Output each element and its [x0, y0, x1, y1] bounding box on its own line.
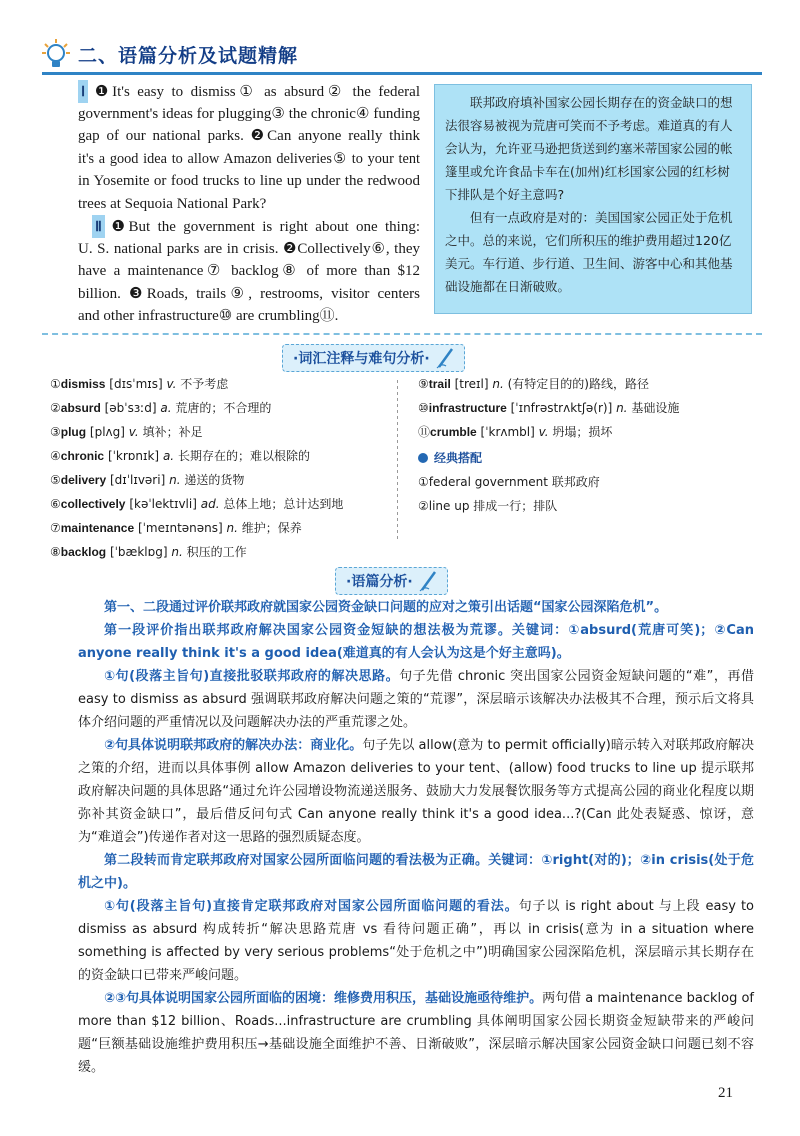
analysis-para-2: 第一段评价指出联邦政府解决国家公园资金短缺的想法极为荒谬。关键词：①absurd(荒唐可笑)；②Can anyone really think it's a good idea(难道真的有人会认为这是个好主意吗)。 [78, 623, 754, 661]
vocab-section-title: ·词汇注释与难句分析· [282, 344, 465, 372]
vocab-pos: n. [492, 377, 504, 391]
analysis-section-title: ·语篇分析· [335, 567, 448, 595]
passage-line-1: Ⅰ ❶It's easy to dismiss① as absurd② the federal [78, 80, 420, 103]
vocab-phonetic: [treɪl] [454, 377, 489, 391]
phrase-item: ②line up 排成一行；排队 [418, 499, 558, 513]
vocab-phonetic: [dɪˈlɪvəri] [109, 473, 166, 487]
vocab-item [50, 540, 380, 564]
passage-line-10: billion. ❸Roads, trails⑨, restrooms, visitor centers [78, 285, 420, 302]
vocab-number: ⑨ [418, 377, 429, 391]
phrases-title: 经典搭配 [418, 446, 758, 470]
vocab-word: backlog [60, 545, 107, 559]
header-divider [42, 72, 762, 75]
vocab-meaning: 长期存在的；难以根除的 [177, 449, 310, 463]
translation-box [434, 84, 752, 314]
vocab-pos: ad. [200, 497, 220, 511]
passage-line-9: have a maintenance⑦ backlog⑧ of more than $12 [78, 263, 420, 279]
vocab-number: ⑦ [50, 521, 61, 535]
vocab-pos: a. [160, 401, 172, 415]
paragraph-1-label: Ⅰ [78, 80, 88, 103]
vocab-number: ① [50, 377, 61, 391]
vocab-phonetic: [kəˈlektɪvli] [129, 497, 197, 511]
vocab-item [418, 396, 758, 420]
vocab-phonetic: [ˈmeɪntənəns] [137, 521, 223, 535]
vocab-word: chronic [60, 449, 105, 463]
passage-line-6: trees at Sequoia National Park? [78, 195, 267, 212]
vocab-item [50, 516, 380, 540]
vocab-meaning: 填补；补足 [142, 425, 203, 439]
vocab-phonetic: [ˈbæklɒg] [109, 545, 168, 559]
vocab-number: ④ [50, 449, 61, 463]
vocab-number: ② [50, 401, 61, 415]
vocab-phonetic: [ˈɪnfrəstrʌktʃə(r)] [510, 401, 613, 415]
vocab-item [50, 396, 380, 420]
vocab-meaning: 不予考虑 [180, 377, 229, 391]
vocab-phonetic: [plʌg] [89, 425, 125, 439]
vocab-pos: a. [162, 449, 175, 463]
passage-line-8: U. S. national parks are in crisis. ❷Collectively⑥, they [78, 240, 420, 257]
vocab-meaning: 坍塌；损坏 [552, 425, 613, 439]
vocab-word: trail [428, 377, 451, 391]
vocab-item [50, 420, 380, 444]
vocab-meaning: 积压的工作 [186, 545, 247, 559]
vocab-column-divider [392, 380, 402, 540]
vocab-item [50, 492, 380, 516]
passage-line-11: and other infrastructure⑩ are crumbling⑪. [78, 308, 339, 324]
vocab-word: dismiss [60, 377, 106, 391]
vocab-meaning: 荒唐的；不合理的 [175, 401, 272, 415]
passage-line-4: it's a good idea to allow Amazon deliveries⑤ to your tent [78, 150, 420, 167]
vocab-pos: v. [538, 425, 549, 439]
analysis-para-4: ②句具体说明联邦政府的解决办法：商业化。句子先以 allow(意为 to permit officially)暗示转入对联邦政府解决之策的介绍，进而以具体事例 allow Amazon deliveries to your tent、(allow) food trucks to line up 提示联邦政府解决问题的具体思路“通过允许公园增设物流递送服务、鼓励大力发展餐饮服务等方式提高公园的商业化程度以期弥补其资金缺口”，最后借反问句式 Can anyone really think it's a good idea...?(Can 此处表疑惑、惊讶，意为“难道会”)传递作者对这一思路的强烈质疑态度。 [78, 738, 755, 845]
analysis-para-5: 第二段转而肯定联邦政府对国家公园所面临问题的看法极为正确。关键词：①right(对的)；②in crisis(处于危机之中)。 [78, 853, 754, 891]
vocab-item [50, 372, 380, 396]
vocab-item [50, 468, 380, 492]
vocab-meaning: 基础设施 [631, 401, 680, 415]
phrase-item: ①federal government 联邦政府 [418, 475, 600, 489]
vocab-meaning: 递送的货物 [184, 473, 245, 487]
pen-icon [436, 347, 454, 369]
vocab-pos: n. [171, 545, 183, 559]
passage-line-2: government's ideas for plugging③ the chronic④ funding [78, 105, 420, 122]
vocab-meaning: 维护；保养 [241, 521, 302, 535]
vocab-pos: n. [226, 521, 238, 535]
vocab-item [418, 420, 758, 444]
vocab-number: ⑥ [50, 497, 61, 511]
passage-line-5: in Yosemite or food trucks to line up under the redwood [78, 173, 420, 189]
vocab-list-right [418, 372, 758, 518]
vocab-phonetic: [dɪsˈmɪs] [109, 377, 163, 391]
vocab-number: ⑪ [418, 425, 431, 439]
vocab-word: plug [60, 425, 87, 439]
passage-line-3: gap of our national parks. ❷Can anyone really think [78, 128, 420, 144]
analysis-body [78, 596, 754, 1079]
page-number: 21 [718, 1085, 733, 1101]
bullet-icon [418, 453, 428, 463]
vocab-pos: n. [616, 401, 628, 415]
vocab-meaning: (有特定目的的)路线，路径 [507, 377, 649, 391]
vocab-item [50, 444, 380, 468]
vocab-number: ⑤ [50, 473, 61, 487]
pen-icon [419, 570, 437, 592]
translation-para-1: 联邦政府填补国家公园长期存在的资金缺口的想法很容易被视为荒唐可笑而不予考虑。难道真的有人会认为，允许亚马逊把货送到约塞米蒂国家公园的帐篷里或允许食品卡车在(加州)红杉国家公园的红杉树下排队是个好主意吗? [445, 95, 733, 202]
section-title: 二、语篇分析及试题精解 [78, 45, 299, 67]
vocab-list-left [50, 372, 380, 564]
vocab-word: collectively [60, 497, 126, 511]
vocab-phonetic: [əbˈsɜːd] [104, 401, 157, 415]
vocab-number: ③ [50, 425, 61, 439]
vocab-item [418, 372, 758, 396]
analysis-para-3: ①句(段落主旨句)直接批驳联邦政府的解决思路。句子先借 chronic 突出国家公园资金短缺问题的“难”，再借 easy to dismiss as absurd 强调联邦政府解决问题之策的“荒谬”，深层暗示该解决办法极其不合理，预示后文将具体介绍问题的严重情况以及问题解决办法的严重荒谬之处。 [78, 669, 754, 730]
passage-line-7: Ⅱ ❶But the government is right about one thing: [78, 215, 420, 238]
lightbulb-icon [42, 38, 70, 70]
vocab-meaning: 总体上地；总计达到地 [223, 497, 344, 511]
vocab-pos: v. [128, 425, 139, 439]
analysis-para-1: 第一、二段通过评价联邦政府就国家公园资金缺口问题的应对之策引出话题“国家公园深陷危机”。 [104, 600, 668, 615]
analysis-para-6: ①句(段落主旨句)直接肯定联邦政府对国家公园所面临问题的看法。句子以 is right about 与上段 easy to dismiss as absurd 构成转折“解决思路荒唐 vs 看待问题正确”，再以 in crisis(意为 in a situation where something is affected by very serious problems“处于危机之中”)明确国家公园深陷危机，深层暗示其长期存在的资金缺口已带来严峻问题。 [78, 899, 755, 983]
vocab-number: ⑧ [50, 545, 61, 559]
vocab-phonetic: [ˈkrʌmbl] [480, 425, 535, 439]
vocab-phonetic: [ˈkrɒnɪk] [107, 449, 160, 463]
vocab-number: ⑩ [418, 401, 429, 415]
section-divider [42, 333, 762, 335]
translation-para-2: 但有一点政府是对的：美国国家公园正处于危机之中。总的来说，它们所积压的维护费用超过120亿美元。车行道、步行道、卫生间、游客中心和其他基础设施都在日渐破败。 [445, 210, 733, 294]
passage [78, 80, 420, 328]
paragraph-2-label: Ⅱ [92, 215, 105, 238]
vocab-word: maintenance [60, 521, 135, 535]
vocab-word: absurd [60, 401, 101, 415]
vocab-word: infrastructure [428, 401, 507, 415]
vocab-pos: n. [169, 473, 181, 487]
vocab-pos: v. [166, 377, 177, 391]
vocab-word: crumble [430, 425, 477, 439]
analysis-para-7: ②③句具体说明国家公园所面临的困境：维修费用积压，基础设施亟待维护。两句借 a maintenance backlog of more than $12 billion、Roads...infrastructure are crumbling 具体阐明国家公园长期资金短缺带来的严峻问题“巨额基础设施维护费用积压→基础设施全面维护不善、日渐破败”，深层暗示解决国家公园资金缺口问题已刻不容缓。 [78, 991, 755, 1075]
vocab-word: delivery [60, 473, 107, 487]
